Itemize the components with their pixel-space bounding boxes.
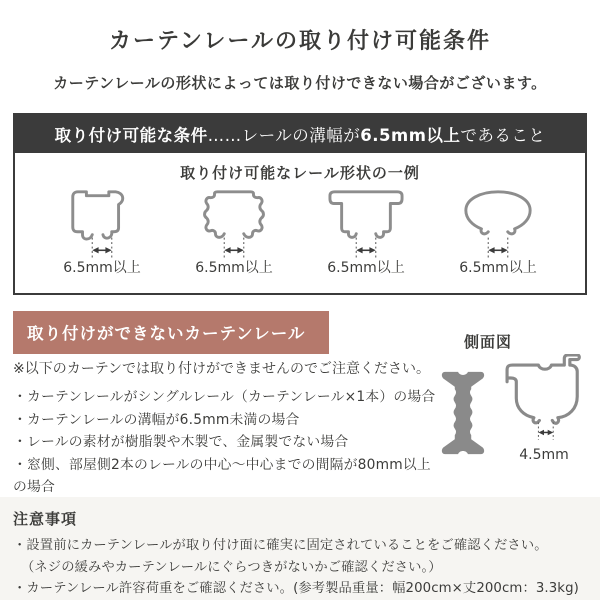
- side-view-title: 側面図: [464, 333, 513, 351]
- decorative-rail-icon: [184, 185, 284, 261]
- side-view-diagram: [440, 354, 598, 463]
- rail-examples-row: [15, 185, 585, 277]
- cautions-heading: 注意事項: [13, 510, 78, 528]
- rail-example-3: [307, 185, 425, 277]
- rail-dimension-label: 6.5mm以上: [63, 260, 141, 276]
- not-installable-banner: 取り付けができないカーテンレール: [13, 311, 329, 354]
- oval-rail-icon: [448, 185, 548, 261]
- list-item: ・窓側、部屋側2本のレールの中心〜中心までの間隔が80mm以上の場合: [13, 456, 431, 496]
- flanged-box-rail-icon: [316, 185, 416, 261]
- rail-cross-section-icon: [498, 354, 590, 450]
- cautions-section: [0, 497, 600, 600]
- rail-examples-heading: 取り付け可能なレール形状の一例: [180, 164, 420, 182]
- installable-condition-box: [13, 113, 587, 295]
- rail-side-profile-icon: [440, 366, 486, 460]
- condition-banner-text: 取り付け可能な条件: [54, 126, 208, 145]
- not-installable-list: [13, 386, 443, 499]
- list-item: ・レールの素材が樹脂製や木製で、金属製でない場合: [13, 434, 349, 451]
- page-title: カーテンレールの取り付け可能条件: [109, 29, 491, 54]
- rail-example-4: [439, 185, 557, 277]
- not-installable-note: ※以下のカーテンでは取り付けができませんのでご注意ください。: [13, 361, 431, 377]
- rail-dimension-label: 6.5mm以上: [327, 260, 405, 276]
- c-channel-rail-icon: [52, 185, 152, 261]
- rail-dimension-label: 6.5mm以上: [195, 260, 273, 276]
- page-subtitle: カーテンレールの形状によっては取り付けできない場合がございます。: [53, 74, 547, 92]
- side-view-dimension-label: 4.5mm: [519, 447, 569, 463]
- list-item: ・カーテンレール許容荷重をご確認ください。(参考製品重量：幅200cm×丈200cm：3.3kg): [13, 581, 579, 596]
- list-item: （ネジの緩みやカーテンレールにぐらつきがないかご確認ください。）: [21, 559, 442, 575]
- rail-dimension-label: 6.5mm以上: [459, 260, 537, 276]
- rail-cross-section: [498, 354, 590, 463]
- rail-example-2: [175, 185, 293, 277]
- condition-banner-text: であること: [460, 126, 546, 145]
- list-item: ・設置前にカーテンレールが取り付け面に確実に固定されていることをご確認ください。: [13, 538, 548, 553]
- installable-condition-banner: [15, 115, 585, 153]
- rail-example-1: [43, 185, 161, 277]
- list-item: ・カーテンレールの溝幅が6.5mm未満の場合: [13, 411, 300, 428]
- condition-banner-text: ……レールの溝幅が: [207, 126, 361, 145]
- list-item: ・カーテンレールがシングルレール（カーテンレール×1本）の場合: [13, 389, 436, 405]
- condition-banner-value: 6.5mm以上: [360, 126, 461, 145]
